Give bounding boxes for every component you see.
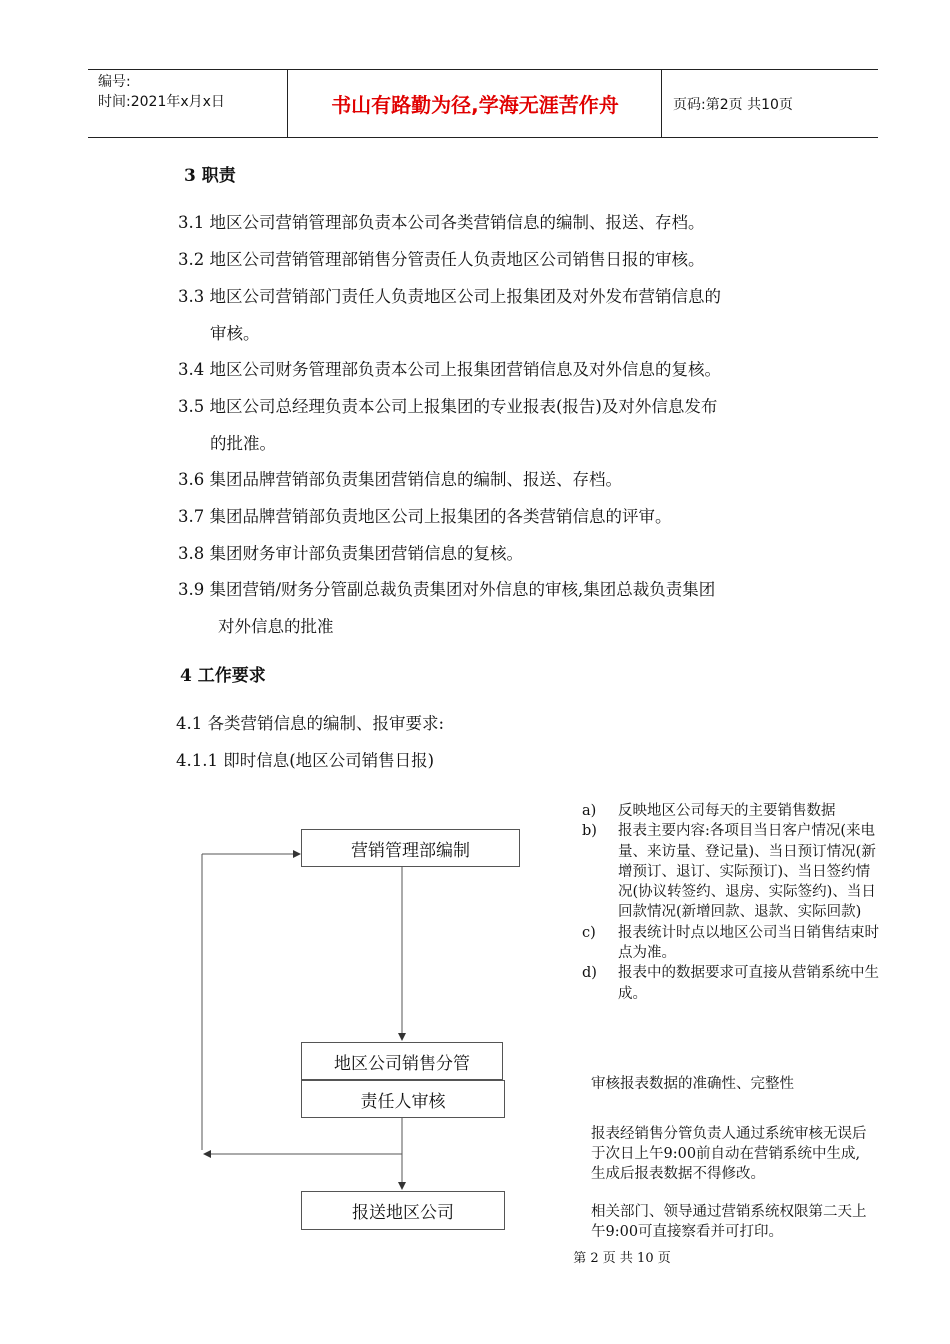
section-4-1-1: 4.1.1 即时信息(地区公司销售日报)	[176, 751, 435, 770]
review-note: 审核报表数据的准确性、完整性	[591, 1076, 794, 1092]
list-item: a) 反映地区公司每天的主要销售数据	[582, 803, 836, 819]
flow-step-submit: 报送地区公司	[301, 1191, 505, 1230]
duty-3-7: 3.7 集团品牌营销部负责地区公司上报集团的各类营销信息的评审。	[178, 507, 672, 526]
duty-3-3: 3.3 地区公司营销部门责任人负责地区公司上报集团及对外发布营销信息的	[178, 287, 721, 306]
flow-step-review-top: 地区公司销售分管	[301, 1042, 503, 1080]
section-4-1: 4.1 各类营销信息的编制、报审要求:	[176, 714, 445, 733]
section-4-title: 4 工作要求	[180, 666, 266, 686]
submit-note-1: 报表经销售分管负责人通过系统审核无误后于次日上午9:00前自动在营销系统中生成,生成后报表数据不得修改。	[591, 1126, 867, 1182]
code-label: 编号:	[98, 74, 131, 90]
submit-note-2: 相关部门、领导通过营销系统权限第二天上午9:00可直接察看并可打印。	[591, 1204, 867, 1240]
header-motto: 书山有路勤为径,学海无涯苦作舟	[289, 70, 662, 137]
duty-3-6: 3.6 集团品牌营销部负责集团营销信息的编制、报送、存档。	[178, 470, 622, 489]
duty-3-4: 3.4 地区公司财务管理部负责本公司上报集团营销信息及对外信息的复核。	[178, 360, 721, 379]
duty-3-3-cont: 审核。	[210, 324, 260, 343]
duty-3-5-cont: 的批准。	[210, 434, 276, 453]
list-item: b) 报表主要内容:各项目当日客户情况(来电量、来访量、登记量)、当日预订情况(新增预订、退订、实际预订)、当日签约情况(协议转签约、退房、实际签约)、当日回款情况(新增回款、退款、实际回款)	[582, 823, 876, 921]
duty-3-9-cont: 对外信息的批准	[218, 617, 334, 636]
section-3-title: 3 职责	[184, 166, 236, 186]
duty-3-8: 3.8 集团财务审计部负责集团营销信息的复核。	[178, 544, 523, 563]
duty-3-9: 3.9 集团营销/财务分管副总裁负责集团对外信息的审核,集团总裁负责集团	[178, 580, 716, 599]
page-footer: 第 2 页 共 10 页	[573, 1251, 671, 1266]
duty-3-5: 3.5 地区公司总经理负责本公司上报集团的专业报表(报告)及对外信息发布	[178, 397, 718, 416]
time-label: 时间:2021年x月x日	[98, 94, 225, 110]
flow-step-compile: 营销管理部编制	[301, 829, 520, 867]
report-notes-list	[582, 801, 882, 1004]
flow-step-review-bottom: 责任人审核	[301, 1080, 505, 1118]
header-page-info: 页码:第2页 共10页	[673, 96, 793, 113]
duty-3-2: 3.2 地区公司营销管理部销售分管责任人负责地区公司销售日报的审核。	[178, 250, 705, 269]
list-item: d) 报表中的数据要求可直接从营销系统中生成。	[582, 965, 879, 1002]
duty-3-1: 3.1 地区公司营销管理部负责本公司各类营销信息的编制、报送、存档。	[178, 213, 705, 232]
list-item: c) 报表统计时点以地区公司当日销售结束时点为准。	[582, 924, 879, 962]
